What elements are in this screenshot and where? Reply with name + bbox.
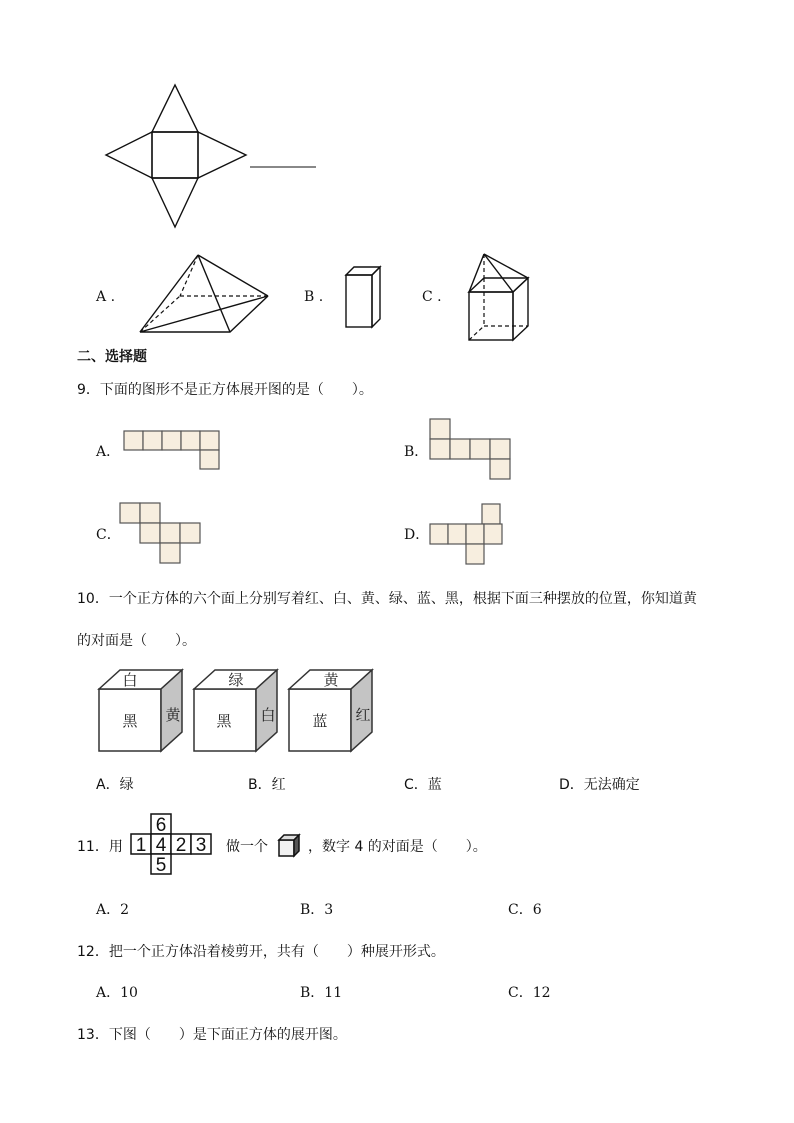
q12-option-b[interactable]: B．11	[300, 985, 343, 1001]
q11-option-c[interactable]: C．6	[508, 902, 542, 918]
q12-option-a[interactable]: A．10	[96, 985, 138, 1001]
q10-option-a[interactable]: A．绿	[96, 777, 134, 793]
net-number-3: 2	[175, 835, 187, 856]
net-number-1: 1	[135, 835, 147, 856]
q9-net-d	[428, 503, 508, 567]
q12-option-c[interactable]: C．12	[508, 985, 551, 1001]
question-text: ．一个正方体的六个面上分别写着红、白、黄、绿、蓝、黑，根据下面三种摆放的位置，你知道黄	[94, 591, 697, 607]
cube-2	[194, 670, 277, 751]
q10-stem-line2: 的对面是（ ）。	[77, 633, 196, 649]
question-text: ．把一个正方体沿着棱剪开，共有（ ）种展开形式。	[94, 944, 445, 960]
q9-option-c-label[interactable]: C．	[96, 527, 121, 543]
question-text: ．下面的图形不是正方体展开图的是（ ）。	[85, 382, 373, 398]
q9-net-c	[118, 502, 204, 566]
question-number: 9	[77, 382, 86, 398]
net-number-2: 4	[155, 835, 167, 856]
cube-2-front: 黑	[216, 712, 232, 730]
option-sep: .	[110, 289, 116, 305]
pyramid-net-figure	[100, 80, 320, 235]
q10-option-c[interactable]: C．蓝	[404, 777, 442, 793]
cube-3	[289, 670, 372, 751]
question-number: 10	[77, 591, 95, 607]
q11-stem-prefix	[77, 838, 123, 856]
question-number: 11	[77, 839, 95, 855]
three-cubes-figure	[98, 669, 378, 755]
section-title: 二、选择题	[77, 349, 147, 365]
q11-option-b[interactable]: B．3	[300, 902, 334, 918]
q9-net-a	[122, 430, 224, 470]
square-pyramid-figure	[138, 250, 273, 335]
question-number: 13	[77, 1027, 95, 1043]
cube-3-top: 黄	[323, 671, 339, 689]
net-number-top: 6	[155, 815, 167, 836]
cube-1	[99, 670, 182, 751]
net-number-4: 3	[195, 835, 207, 856]
rectangular-prism-figure	[344, 265, 384, 330]
q13-stem	[77, 1026, 347, 1044]
q10-stem-line1	[77, 590, 697, 608]
option-sep: .	[437, 289, 442, 305]
cube-2-top: 绿	[228, 671, 244, 689]
option-sep: .	[318, 289, 324, 305]
q9-option-d-label[interactable]: D．	[404, 527, 430, 543]
question-text: ．下图（ ）是下面正方体的展开图。	[94, 1027, 347, 1043]
cube-3-side: 红	[355, 706, 371, 724]
q8-option-a-label[interactable]	[96, 288, 115, 306]
q10-option-d[interactable]: D．无法确定	[559, 777, 640, 793]
q9-net-b	[428, 418, 514, 482]
question-number: 12	[77, 944, 95, 960]
small-cube-icon	[278, 834, 300, 858]
option-letter: C	[422, 289, 433, 305]
option-letter: A	[96, 289, 107, 305]
number-net-figure	[130, 812, 216, 878]
q8-option-b-label[interactable]	[304, 288, 323, 306]
q9-stem	[77, 381, 373, 399]
q12-stem	[77, 943, 445, 961]
q11-stem-suffix: ，数字 4 的对面是（ ）。	[308, 839, 487, 855]
q10-option-b[interactable]: B．红	[248, 777, 286, 793]
cube-1-front: 黑	[122, 712, 138, 730]
q11-option-a[interactable]: A．2	[96, 902, 130, 918]
cube-2-side: 白	[260, 706, 276, 724]
option-letter: B	[304, 289, 315, 305]
cube-with-pyramid-figure	[466, 252, 532, 344]
net-number-bottom: 5	[155, 855, 167, 876]
cube-1-top: 白	[122, 671, 138, 689]
cube-3-front: 蓝	[312, 712, 328, 730]
cube-1-side: 黄	[165, 706, 181, 724]
q9-option-a-label[interactable]: A．	[96, 444, 121, 460]
q8-option-c-label[interactable]	[422, 288, 442, 306]
question-text: ．用	[94, 839, 123, 855]
q9-option-b-label[interactable]: B．	[404, 444, 429, 460]
q11-stem-middle: 做一个	[226, 839, 268, 855]
